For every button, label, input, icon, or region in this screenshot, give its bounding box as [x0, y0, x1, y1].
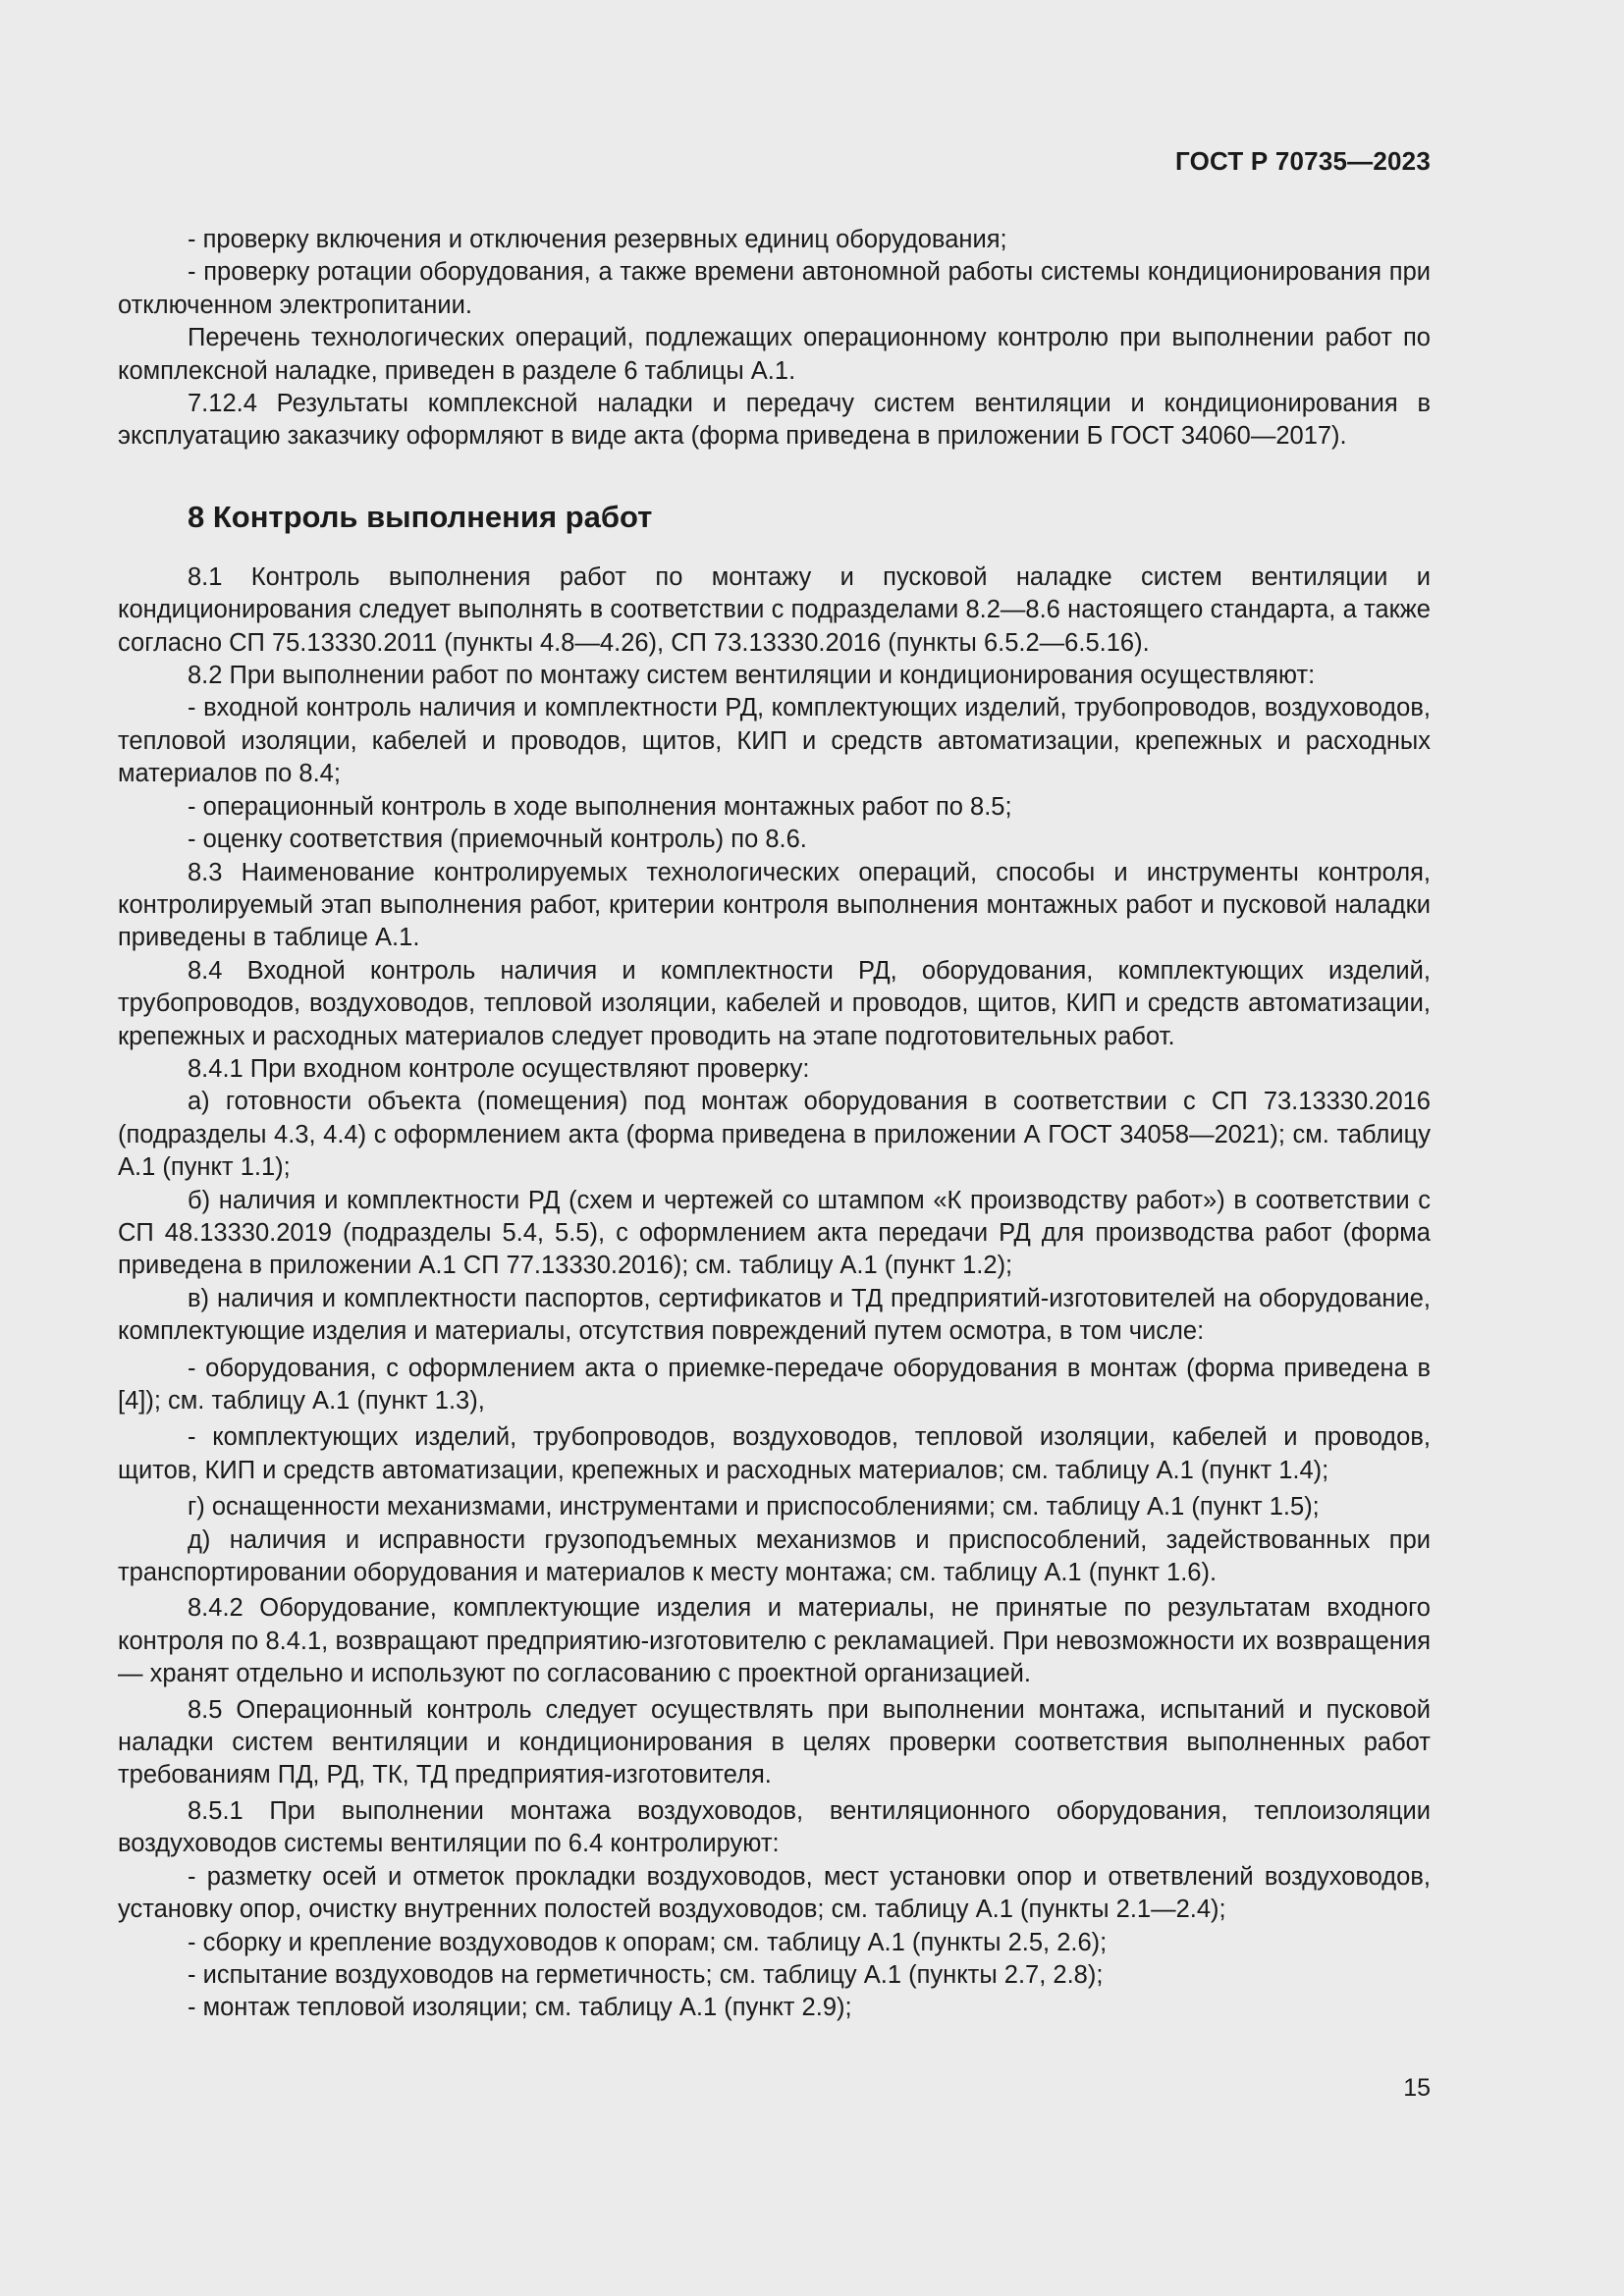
list-item: - сборку и крепление воздуховодов к опорам; см. таблицу А.1 (пункты 2.5, 2.6); — [188, 1928, 1108, 1956]
paragraph: 8.1 Контроль выполнения работ по монтажу и пусковой наладке систем вентиляции и кондиционирования следует выполнять в соответствии с подразделами 8.2—8.6 настоящего стандарта, а также согласно СП 75.13330.2011 (пункты 4.8—4.26), СП 73.13330.2016 (пункты 6.5.2—6.5.16). — [118, 562, 1431, 657]
paragraph: 8.4.2 Оборудование, комплектующие изделия и материалы, не принятые по результатам входного контроля по 8.4.1, возвращают предприятию-изготовителю с рекламацией. При невозможности их возвращения — хранят отдельно и используют по согласованию с проектной организацией. — [118, 1594, 1431, 1688]
list-item: - оценку соответствия (приемочный контроль) по 8.6. — [188, 826, 807, 854]
paragraph: Перечень технологических операций, подлежащих операционному контролю при выполнении работ по комплексной наладке, приведен в разделе 6 таблицы А.1. — [118, 324, 1431, 385]
list-item: - разметку осей и отметок прокладки воздуховодов, мест установки опор и ответвлений воздуховодов, установку опор, очистку внутренних полостей воздуховодов; см. таблицу А.1 (пункты 2.1—2.4); — [118, 1862, 1431, 1924]
list-item: - оборудования, с оформлением акта о приемке-передаче оборудования в монтаж (форма приведена в [4]); см. таблицу А.1 (пункт 1.3), — [118, 1354, 1431, 1415]
list-item: а) готовности объекта (помещения) под монтаж оборудования в соответствии с СП 73.13330.2016 (подразделы 4.3, 4.4) с оформлением акта (форма приведена в приложении А ГОСТ 34058—2021); см. таблицу А.1 (пункт 1.1); — [118, 1088, 1431, 1182]
list-item: д) наличия и исправности грузоподъемных механизмов и приспособлений, задействованных при транспортировании оборудования и материалов к месту монтажа; см. таблицу А.1 (пункт 1.6). — [118, 1525, 1431, 1587]
list-item: - монтаж тепловой изоляции; см. таблицу А.1 (пункт 2.9); — [188, 1994, 852, 2022]
paragraph: 8.2 При выполнении работ по монтажу систем вентиляции и кондиционирования осуществляют: — [188, 662, 1316, 690]
list-item: - операционный контроль в ходе выполнения монтажных работ по 8.5; — [188, 792, 1012, 821]
list-item: - испытание воздуховодов на герметичность; см. таблицу А.1 (пункты 2.7, 2.8); — [188, 1960, 1104, 1989]
list-item: б) наличия и комплектности РД (схем и чертежей со штампом «К производству работ») в соответствии с СП 48.13330.2019 (подразделы 5.4, 5.5), с оформлением акта передачи РД для производства работ (форма приведена в приложении А.1 СП 77.13330.2016); см. таблицу А.1 (пункт 1.2); — [118, 1186, 1431, 1280]
paragraph: 8.4.1 При входном контроле осуществляют проверку: — [188, 1054, 810, 1083]
section-heading: 8 Контроль выполнения работ — [188, 499, 653, 534]
paragraph: 8.5 Операционный контроль следует осуществлять при выполнении монтажа, испытаний и пусковой наладки систем вентиляции и кондиционирования в целях проверки соответствия выполненных работ требованиям ПД, РД, ТК, ТД предприятия-изготовителя. — [118, 1695, 1431, 1789]
paragraph: - проверку ротации оборудования, а также времени автономной работы системы кондиционирования при отключенном электропитании. — [118, 258, 1431, 319]
list-item: - входной контроль наличия и комплектности РД, комплектующих изделий, трубопроводов, воздуховодов, тепловой изоляции, кабелей и проводов, щитов, КИП и средств автоматизации, крепежных и расходных материалов по 8.4; — [118, 694, 1431, 788]
document-id-header: ГОСТ Р 70735—2023 — [1175, 146, 1431, 176]
paragraph: - проверку включения и отключения резервных единиц оборудования; — [188, 226, 1007, 253]
list-item: г) оснащенности механизмами, инструментами и приспособлениями; см. таблицу А.1 (пункт 1.5); — [188, 1493, 1320, 1522]
page-number: 15 — [1403, 2074, 1431, 2102]
paragraph: 8.5.1 При выполнении монтажа воздуховодов, вентиляционного оборудования, теплоизоляции воздуховодов системы вентиляции по 6.4 контролируют: — [118, 1796, 1431, 1858]
paragraph: 7.12.4 Результаты комплексной наладки и передачу систем вентиляции и кондиционирования в эксплуатацию заказчику оформляют в виде акта (форма приведена в приложении Б ГОСТ 34060—2017). — [118, 390, 1431, 451]
list-item: - комплектующих изделий, трубопроводов, воздуховодов, тепловой изоляции, кабелей и проводов, щитов, КИП и средств автоматизации, крепежных и расходных материалов; см. таблицу А.1 (пункт 1.4); — [118, 1423, 1431, 1484]
list-item: в) наличия и комплектности паспортов, сертификатов и ТД предприятий-изготовителей на оборудование, комплектующие изделия и материалы, отсутствия повреждений путем осмотра, в том числе: — [118, 1284, 1431, 1346]
paragraph: 8.3 Наименование контролируемых технологических операций, способы и инструменты контроля, контролируемый этап выполнения работ, критерии контроля выполнения монтажных работ и пусковой наладки приведены в таблице А.1. — [118, 858, 1431, 952]
page-content — [118, 224, 1431, 2025]
paragraph: 8.4 Входной контроль наличия и комплектности РД, оборудования, комплектующих изделий, трубопроводов, воздуховодов, тепловой изоляции, кабелей и проводов, щитов, КИП и средств автоматизации, крепежных и расходных материалов следует проводить на этапе подготовительных работ. — [118, 956, 1431, 1050]
